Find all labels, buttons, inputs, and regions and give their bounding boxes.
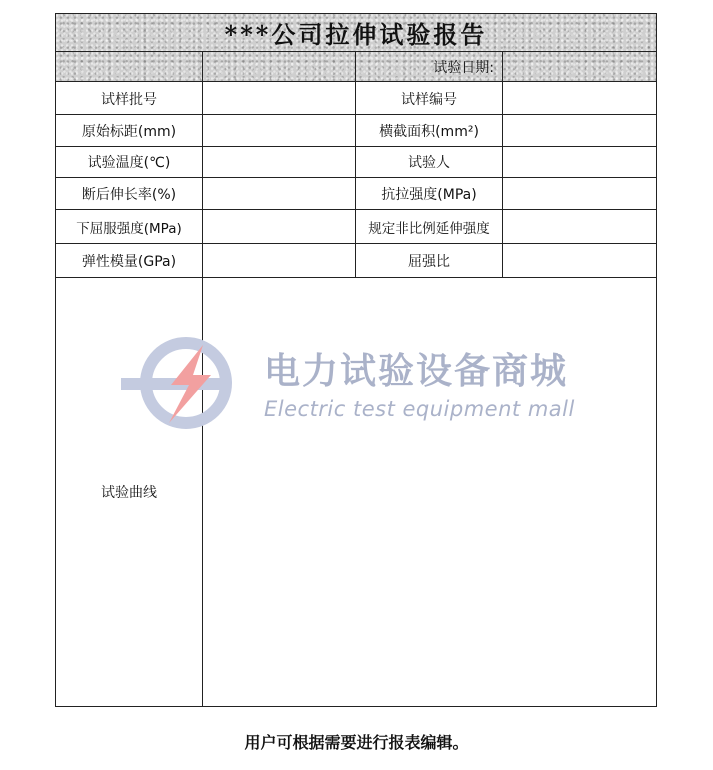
test-temp-value[interactable] (203, 147, 355, 177)
sample-no-value[interactable] (503, 83, 656, 114)
elastic-modulus-label: 弹性模量(GPa) (81, 253, 177, 270)
test-date-value[interactable] (503, 52, 656, 81)
sample-no-label: 试样编号 (401, 91, 457, 108)
batch-no-value[interactable] (203, 83, 355, 114)
test-curve-label: 试验曲线 (101, 485, 157, 501)
test-date-label: 试验日期: (433, 59, 494, 76)
cross-section-label: 横截面积(mm²) (379, 123, 479, 140)
proof-strength-label: 规定非比例延伸强度 (368, 220, 490, 237)
cross-section-value[interactable] (503, 115, 656, 146)
test-curve-area[interactable] (203, 278, 656, 706)
elastic-modulus-value[interactable] (203, 244, 355, 277)
lower-yield-label: 下屈服强度(MPa) (76, 220, 182, 237)
report-table (55, 13, 657, 707)
date-row (56, 52, 656, 82)
watermark-cn: 电力试验设备商城 (264, 351, 569, 392)
batch-no-label: 试样批号 (101, 91, 157, 108)
footer-note: 用户可根据需要进行报表编辑。 (244, 733, 469, 752)
elongation-label: 断后伸长率(%) (81, 186, 177, 203)
gauge-length-value[interactable] (203, 115, 355, 146)
gauge-length-label: 原始标距(mm) (81, 123, 177, 140)
watermark-en: Electric test equipment mall (264, 397, 575, 421)
elongation-value[interactable] (203, 178, 355, 209)
tester-label: 试验人 (408, 155, 450, 171)
tensile-strength-value[interactable] (503, 178, 656, 209)
title-row (56, 14, 656, 52)
test-temp-label: 试验温度(℃) (87, 155, 171, 171)
lower-yield-value[interactable] (203, 210, 355, 243)
proof-strength-value[interactable] (503, 210, 656, 243)
yield-ratio-value[interactable] (503, 244, 656, 277)
yield-ratio-label: 屈强比 (408, 253, 450, 270)
tensile-strength-label: 抗拉强度(MPa) (381, 186, 477, 203)
report-title: ***公司拉伸试验报告 (224, 20, 488, 49)
tester-value[interactable] (503, 147, 656, 177)
